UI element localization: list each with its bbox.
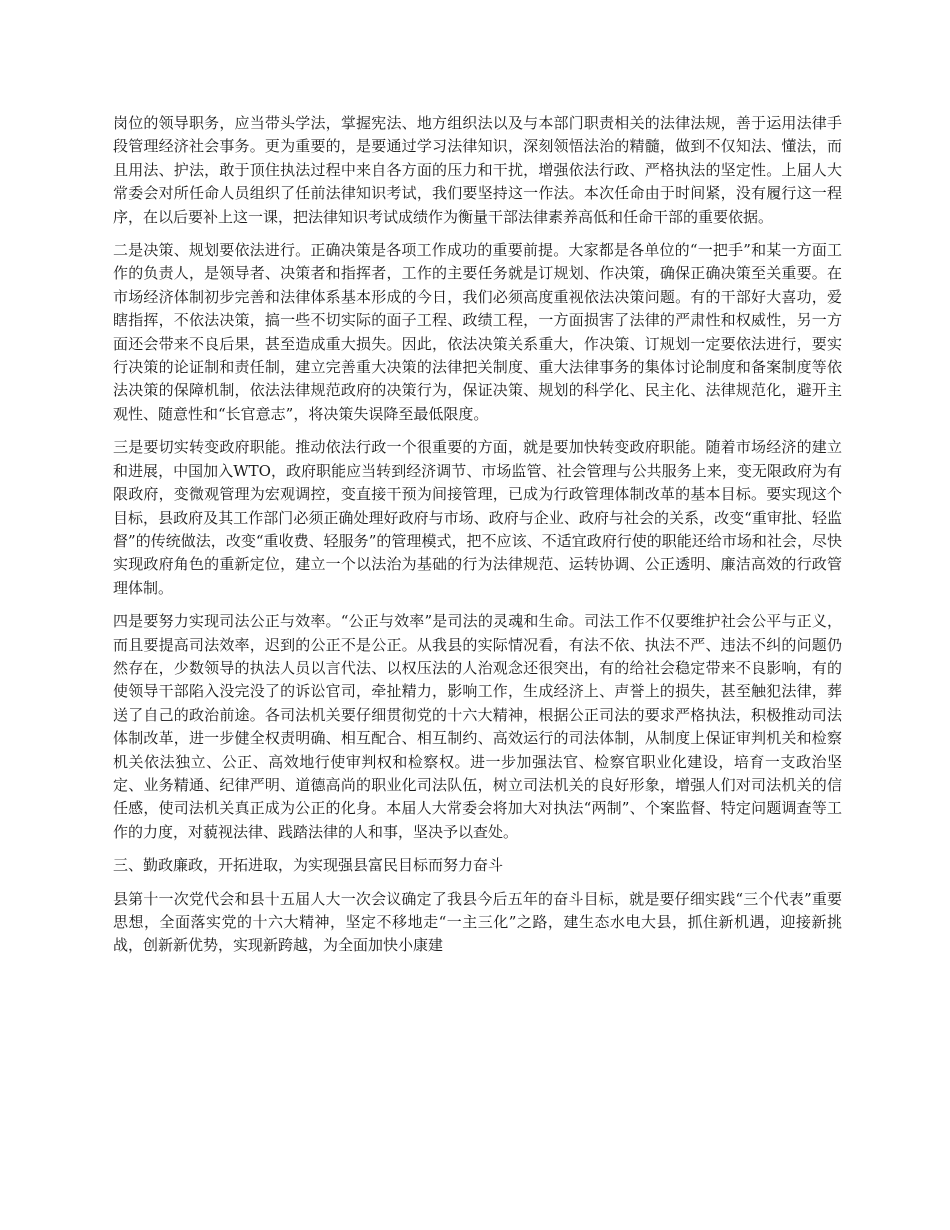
section-heading-three: 三、勤政廉政，开拓进取，为实现强县富民目标而努力奋斗 [113, 856, 504, 875]
paragraph-government-functions: 三是要切实转变政府职能。推动依法行政一个很重要的方面，就是要加快转变政府职能。随着市场经济的建立和进展，中国加入WTO，政府职能应当转到经济调节、市场监管、社会管理与公共服务上来，变无限政府为有限政府，变微观管理为宏观调控，变直接干预为间接管理，已成为行政管理体制改革的基本目标。要实现这个目标，县政府及其工作部门必须正确处理好政府与市场、政府与企业、政府与社会的关系，改变“重审批、轻监督”的传统做法，改变“重收费、轻服务”的管理模式，把不应该、不适宜政府行使的职能还给市场和社会，尽快实现政府角色的重新定位，建立一个以法治为基础的行为法律规范、运转协调、公正透明、廉洁高效的行政管理体制。 [113, 438, 842, 597]
paragraph-county-goals: 县第十一次党代会和县十五届人大一次会议确定了我县今后五年的奋斗目标，就是要仔细实践“三个代表”重要思想，全面落实党的十六大精神，坚定不移地走“一主三化”之路，建生态水电大县，抓住新机遇，迎接新挑战，创新新优势，实现新跨越，为全面加快小康建 [113, 889, 842, 955]
document-body [113, 112, 842, 968]
paragraph-judicial-fairness: 四是要努力实现司法公正与效率。“公正与效率”是司法的灵魂和生命。司法工作不仅要维护社会公平与正义，而且要提高司法效率，迟到的公正不是公正。从我县的实际情况看，有法不依、执法不严、违法不纠的问题仍然存在，少数领导的执法人员以言代法、以权压法的人治观念还很突出，有的给社会稳定带来不良影响，有的使领导干部陷入没完没了的诉讼官司，牵扯精力，影响工作，生成经济上、声誉上的损失，甚至触犯法律，葬送了自己的政治前途。各司法机关要仔细贯彻党的十六大精神，根据公正司法的要求严格执法，积极推动司法体制改革，进一步健全权责明确、相互配合、相互制约、高效运行的司法体制，从制度上保证审判机关和检察机关依法独立、公正、高效地行使审判权和检察权。进一步加强法官、检察官职业化建设，培育一支政治坚定、业务精通、纪律严明、道德高尚的职业化司法队伍，树立司法机关的良好形象，增强人们对司法机关的信任感，使司法机关真正成为公正的化身。本届人大常委会将加大对执法“两制”、个案监督、特定问题调查等工作的力度，对藐视法律、践踏法律的人和事，坚决予以查处。 [113, 612, 842, 841]
paragraph-legal-study: 岗位的领导职务，应当带头学法，掌握宪法、地方组织法以及与本部门职责相关的法律法规，善于运用法律手段管理经济社会事务。更为重要的，是要通过学习法律知识，深刻领悟法治的精髓，做到不仅知法、懂法，而且用法、护法，敢于顶住执法过程中来自各方面的压力和干扰，增强依法行政、严格执法的坚定性。上届人大常委会对所任命人员组织了任前法律知识考试，我们要坚持这一作法。本次任命由于时间紧，没有履行这一程序，在以后要补上这一课，把法律知识考试成绩作为衡量干部法律素养高低和任命干部的重要依据。 [113, 114, 842, 226]
paragraph-lawful-decision: 二是决策、规划要依法进行。正确决策是各项工作成功的重要前提。大家都是各单位的“一把手”和某一方面工作的负责人，是领导者、决策者和指挥者，工作的主要任务就是订规划、作决策，确保正确决策至关重要。在市场经济体制初步完善和法律体系基本形成的今日，我们必须高度重视依法决策问题。有的干部好大喜功，爱瞎指挥，不依法决策，搞一些不切实际的面子工程、政绩工程，一方面损害了法律的严肃性和权威性，另一方面还会带来不良后果，甚至造成重大损失。因此，依法决策关系重大，作决策、订规划一定要依法进行，要实行决策的论证制和责任制，建立完善重大决策的法律把关制度、重大法律事务的集体讨论制度和备案制度等依法决策的保障机制，依法法律规范政府的决策行为，保证决策、规划的科学化、民主化、法律规范化，避开主观性、随意性和“长官意志”，将决策失误降至最低限度。 [113, 241, 842, 423]
